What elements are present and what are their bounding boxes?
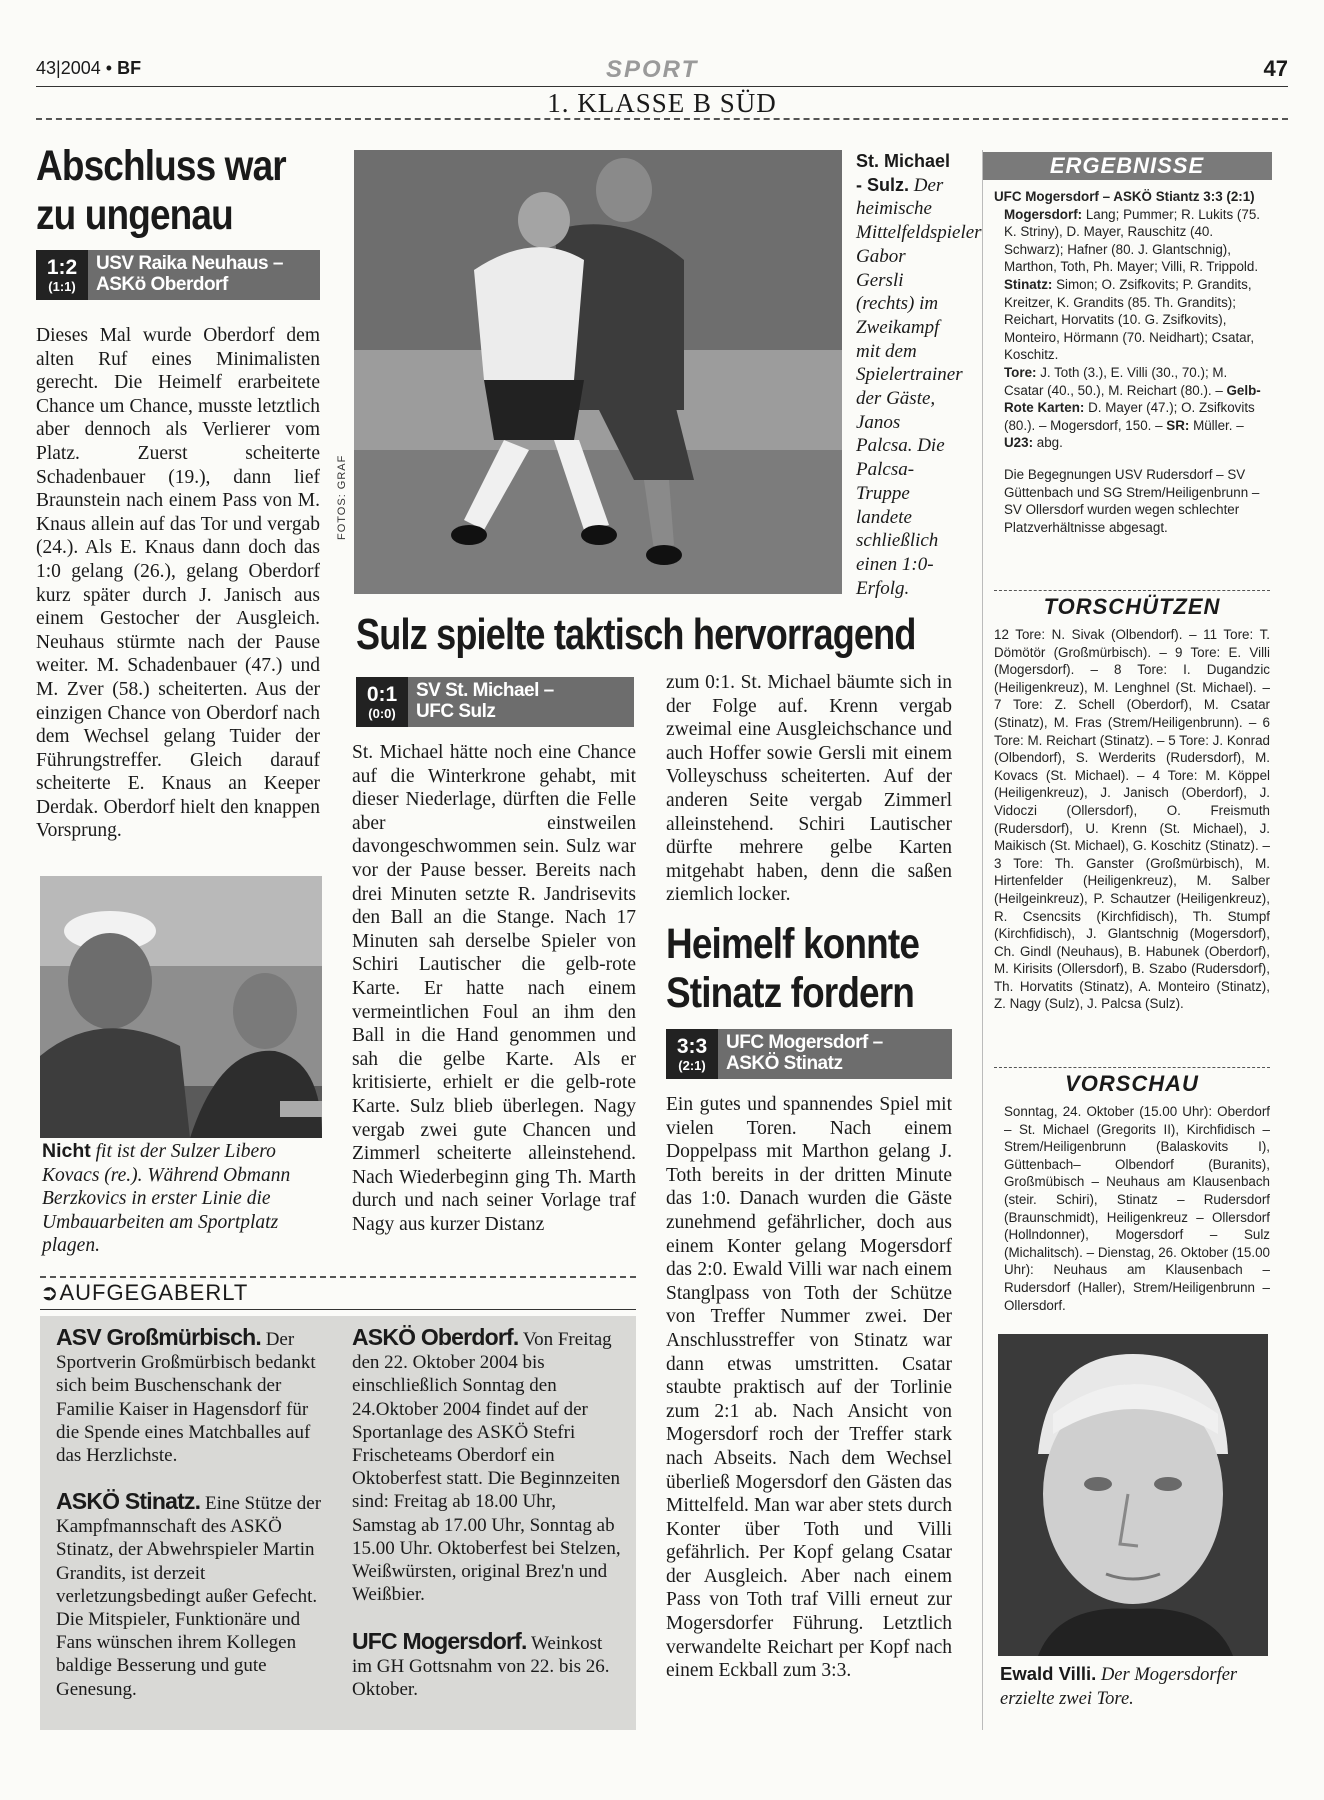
ergebnisse-content [994,188,1266,536]
headline-line-1: Abschluss war [36,142,286,190]
arrow-icon: ➲ [40,1280,60,1305]
vorschau-list: Sonntag, 24. Oktober (15.00 Uhr): Oberdorf – St. Michael (Gregorits II), Kirchfidisch – Strem/Heiligenbrunn (Balaskovits I), Güttenbach– Olbendorf (Buranits), Großmübisch – Neuhaus am Klausenbach (steir. Schiri), Stinatz – Rudersdorf (Braunschmidt), Heiligenkreuz – Ollersdorf (Hollndonner), Mogersdorf – Sulz (Michalitsch). – Dienstag, 26. Oktober (15.00 Uhr): Neuhaus am Klausenbach – Rudersdorf (Haller), Strem/Heiligenbrunn – Ollersdorf. [1004,1104,1270,1313]
caption-lead: Nicht [42,1140,91,1162]
headline-line-2: Stinatz fordern [666,969,915,1017]
score-bar-mogersdorf [666,1029,952,1079]
notice-grossmuerbisch [56,1326,326,1467]
headline-mogersdorf [666,920,976,1018]
ergebnisse-title: ERGEBNISSE [1049,153,1205,178]
home-team: UFC Mogersdorf – [726,1032,883,1053]
score-bar-sulz [356,677,634,727]
kovacs-photo-image [40,876,322,1138]
referee-text: Müller. [1193,417,1233,433]
main-photo-caption [856,150,982,600]
away-team: UFC Sulz [416,701,496,722]
caption-text: Der heimische Mittelfeldspieler Gabor Gersli (rechts) im Zweikampf mit dem Spielertrainer der Gäste, Janos Palcsa. Die Palcsa-Truppe landete schließlich einen 1:0-Erfolg. [856,174,982,599]
score [356,677,408,727]
u23-text: abg. [1036,435,1063,451]
villi-caption [1000,1662,1270,1711]
headline-line-2: zu ungenau [36,191,233,239]
torschuetzen-title: TORSCHÜTZEN [1043,594,1221,619]
ergebnisse-header [982,152,1272,180]
caption-lead: St. Michael - Sulz. [856,151,951,195]
sulz-body-col2: zum 0:1. St. Michael bäumte sich in der Folge auf. Krenn vergab zweimal eine Ausgleichschance und auch Hoffer sowie Gersli mit einem Volleyschuss scheiterten. Auf der anderen Seite vergab Zimmerl alleinstehend. Schiri Lautischer dürfte mehrere gelbe Karten mitgehabt haben, denn die saßen ziemlich locker. [666,672,952,906]
issue-number: 43|2004 [36,58,101,78]
score-bar [36,250,320,300]
notice-stinatz [56,1490,326,1701]
notice-text: Von Freitag den 22. Oktober 2004 bis einschließlich Sonntag den 24.Oktober 2004 findet auf der Sportanlage des ASKÖ Stefri Frischeteams Oberdorf ein Oktoberfest statt. Die Beginnzeiten sind: Freitag ab 18.00 Uhr, Samstag ab 17.00 Uhr, Sonntag ab 15.00 Uhr. Oktoberfest bei Stelzen, Weißwürsten, original Brez'n und Weißbier. [352,1329,621,1606]
notice-text: Weinkost im GH Gottsnahm von 22. bis 26. Oktober. [352,1633,610,1701]
kovacs-caption [42,1140,324,1258]
right-column-rule [982,150,983,1730]
page-number: 47 [1263,56,1288,81]
notice-text: Der Sportverin Großmürbisch bedankt sich beim Buschenschank der Familie Kaiser in Hagensdorf für die Spende eines Matchballes auf das Herzlichste. [56,1329,316,1467]
issue-info [36,58,141,79]
vorschau-title: VORSCHAU [1065,1071,1199,1096]
vorschau-rule [994,1067,1270,1068]
lineup-stinatz [1004,276,1266,364]
article-neuhaus-oberdorf [36,142,336,843]
teams [88,250,291,300]
bullet: • [105,58,113,78]
kovacs-photo [40,876,322,1138]
final-score: 0:1 [366,682,398,706]
headline-line-1: Heimelf konnte [666,920,920,968]
home-team: SV St. Michael – [416,680,554,701]
match-photo-image [354,150,842,594]
referee-label: SR: [1166,417,1190,433]
score [666,1029,718,1079]
lineup-team: Mogersdorf: [1004,206,1083,222]
league-title: 1. KLASSE B SÜD [547,88,777,118]
home-team: USV Raika Neuhaus – [96,253,283,274]
notice-oberdorf [352,1326,622,1606]
notice-title: ASV Großmürbisch. [56,1324,261,1350]
final-score: 3:3 [676,1034,708,1058]
header-dash-rule [36,118,1288,120]
cards-label: Gelb-Rote Karten: [1004,382,1261,416]
notice-text: Eine Stütze der Kampfmannschaft des ASKÖ Stinatz, der Abwehrspieler Martin Grandits, ist derzeit verletzungsbedingt außer Gefecht. Die Mitspieler, Funktionäre und Fans wünschen ihrem Kollegen baldige Besserung und gute Genesung. [56,1493,322,1700]
headline-sulz: Sulz spielte taktisch hervorragend [356,610,916,659]
halftime-score: (1:1) [48,278,76,294]
match-stats: Tore: J. Toth (3.), E. Villi (30., 70.); M. Csatar (40., 50.), M. Reichart (80.). – Gelb-Rote Karten: D. Mayer (47.); O. Zsifkovits (80.). – Mogersdorf, 150. – SR: Müller. – U23: abg. [1004,364,1261,451]
main-match-photo [354,150,842,594]
caption-text: Der Mogersdorfer erzielte zwei Tore. [1000,1665,1238,1709]
mogersdorf-body: Ein gutes und spannendes Spiel mit vielen Toren. Nach einem Doppelpass mit Marthon gelang J. Toth bereits in der dritten Minute das 1:0. Danach wurden die Gäste zunehmend gefährlicher, doch aus einem Konter gelang Mogersdorf das 2:0. Ewald Villi war nach einem Stanglpass von Toth der Schütze von Treffer Nummer zwei. Der Anschlusstreffer von Stinatz war dann etwas umstritten. Csatar staubte praktisch auf der Torlinie zum 2:1 ab. Nach Ansicht von Mogersdorf roch der Treffer stark nach Abseits. Nach dem Wechsel überließ Mogersdorf den Gästen das Mittelfeld. Man war aber stets durch Konter über Toth und Villi gefährlich. Per Kopf gelang Csatar der Ausgleich. Aber nach einem Pass von Toth traf Villi erneut zur Mogersdorfer Führung. Letztlich verwandelte Reichart per Kopf nach einem Eckball zum 3:3. [666,1094,952,1682]
aufgegaberlt-rule [40,1276,636,1278]
goals-label: Tore: [1004,364,1037,380]
cancelled-matches-note: Die Begegnungen USV Rudersdorf – SV Güttenbach und SG Strem/Heiligenbrunn – SV Ollersdorf wurden wegen schlechter Platzverhältnisse abgesagt. [1004,466,1260,535]
notice-title: UFC Mogersdorf. [352,1628,527,1654]
lineup-team: Stinatz: [1004,276,1053,292]
page-header [36,56,1288,86]
notice-mogersdorf [352,1630,622,1702]
teams [718,1029,891,1079]
lineup-text: Lang; Pummer; R. Lukits (75. K. Striny), D. Mayer, Rauschitz (40. Schwarz); Hafner (80. J. Glantschnig), Marthon, Toth, Ph. Mayer; Villi, R. Trippold. [1004,206,1260,275]
torschuetzen-rule [994,590,1270,591]
halftime-score: (2:1) [678,1057,706,1073]
caption-text: fit ist der Sulzer Libero Kovacs (re.). Während Obmann Berzkovics in erster Linie die Umbauarbeiten am Sportplatz plagen. [42,1141,291,1256]
notice-title: ASKÖ Oberdorf. [352,1324,519,1350]
match-result: UFC Mogersdorf – ASKÖ Stiantz 3:3 (2:1) [994,189,1255,204]
article-body: Dieses Mal wurde Oberdorf dem alten Ruf eines Minimalisten gerecht. Die Heimelf erarbeitete Chance um Chance, musste letztlich aber dennoch als Verlierer vom Platz. Zuerst scheiterte Schadenbauer (19.), dann lief Braunstein nach einem Pass von M. Knaus allein auf das Tor und vergab (24.). Als E. Knaus dann doch das 1:0 gelang (26.), gelang Oberdorf kurz später durch J. Janisch aus einem Gestocher der Ausgleich. Neuhaus stürmte nach der Pause weiter. M. Schadenbauer (47.) und M. Zver (58.) scheiterten. Aus der einzigen Chance von Oberdorf nach dem Wechsel gelang Tuider der Führungstreffer. Gleich darauf scheiterte E. Knaus an Keeper Derdak. Oberdorf hielt den knappen Vorsprung. [36,325,320,842]
header-rule [36,86,1288,87]
cards-text: D. Mayer (47.); O. Zsifkovits (80.). – Mogersdorf, 150. [1004,400,1255,433]
headline [36,142,337,240]
caption-lead: Ewald Villi. [1000,1663,1097,1684]
away-team: ASKö Oberdorf [96,274,228,295]
section-label: SPORT [606,56,699,83]
score [36,250,88,300]
villi-portrait [998,1334,1268,1656]
photo-credit: FOTOS: GRAF [336,454,348,540]
halftime-score: (0:0) [368,705,396,721]
torschuetzen-list: 12 Tore: N. Sivak (Olbendorf). – 11 Tore: T. Dömötör (Großmürbisch). – 9 Tore: E. Villi (Mogersdorf). – 8 Tore: I. Dugandzic (Heiligenkreuz), M. Lenghnel (St. Michael). – 7 Tore: Z. Schell (Oberdorf), M. Csatar (Stinatz), M. Fras (Strem/Heiligenbrunn). – 6 Tore: M. Reichart (Stinatz). – 5 Tore: J. Konrad (Olbendorf), S. Werderits (Rudersdorf), M. Kovacs (St. Michael). – 4 Tore: M. Köppel (Heiligenkreuz), J. Janisch (Oberdorf), J. Vidoczi (Ollersdorf), O. Freismuth (Rudersdorf), U. Krenn (St. Michael), J. Maikisch (St. Michael), G. Koschitz (Stinatz). – 3 Tore: Th. Ganster (Großmürbisch), M. Hirtenfelder (Heiligenkreuz), M. Salber (Heilgeinkreuz), P. Schautzer (Heiligenkreuz), R. Csencsits (Kirchfidisch), Th. Stumpf (Kirchfidisch), J. Glantschnig (Mogersdorf), Ch. Gindl (Neuhaus), B. Habunek (Oberdorf), M. Kirisits (Ollersdorf), B. Szabo (Rudersdorf), Th. Horvatits (Stinatz), A. Monteiro (Stinatz), Z. Nagy (Sulz), J. Palcsa (Sulz). [994,627,1270,1012]
aufgegaberlt-header [40,1280,636,1310]
aufgegaberlt-title: AUFGEGABERLT [59,1280,249,1305]
u23-label: U23: [1004,435,1034,451]
teams [408,677,562,727]
lineup-text: Simon; O. Zsifkovits; P. Grandits, Kreitzer, K. Grandits (85. Th. Grandits); Reichart, Horvatits (10. G. Zsifkovits), Monteiro, Hörmann (70. Neidhart); Csatar, Koschitz. [1004,276,1255,363]
final-score: 1:2 [46,255,78,279]
lineup-mogersdorf [1004,206,1266,276]
away-team: ASKÖ Stinatz [726,1053,843,1074]
portrait-image [998,1334,1268,1656]
sulz-body-col1: St. Michael hätte noch eine Chance auf die Winterkrone gehabt, mit dieser Niederlage, dürften die Felle aber einstweilen davongeschwommen sein. Sulz war vor der Pause besser. Bereits nach drei Minuten setzte R. Jandrisevits den Ball an die Stange. Nach 17 Minuten sah derselbe Spieler von Schiri Lautischer die gelb-rote Karte. Er hatte nach einem vermeintlichen Foul an ihm den Ball in die Hand genommen und sah die gelbe Karte. Als er kritisierte, erhielt er die gelb-rote Karte. Sulz blieb überlegen. Nagy vergab zwei gute Chancen und Zimmerl scheiterte alleinstehend. Nach Wiederbeginn ging Th. Marth durch und nach seiner Vorlage traf Nagy aus kurzer Distanz [352,742,636,1235]
publication-name: BF [117,58,142,78]
notice-title: ASKÖ Stinatz. [56,1488,201,1514]
goals-text: J. Toth (3.), E. Villi (30., 70.); M. Csatar (40., 50.), M. Reichart (80.). [1004,364,1228,398]
